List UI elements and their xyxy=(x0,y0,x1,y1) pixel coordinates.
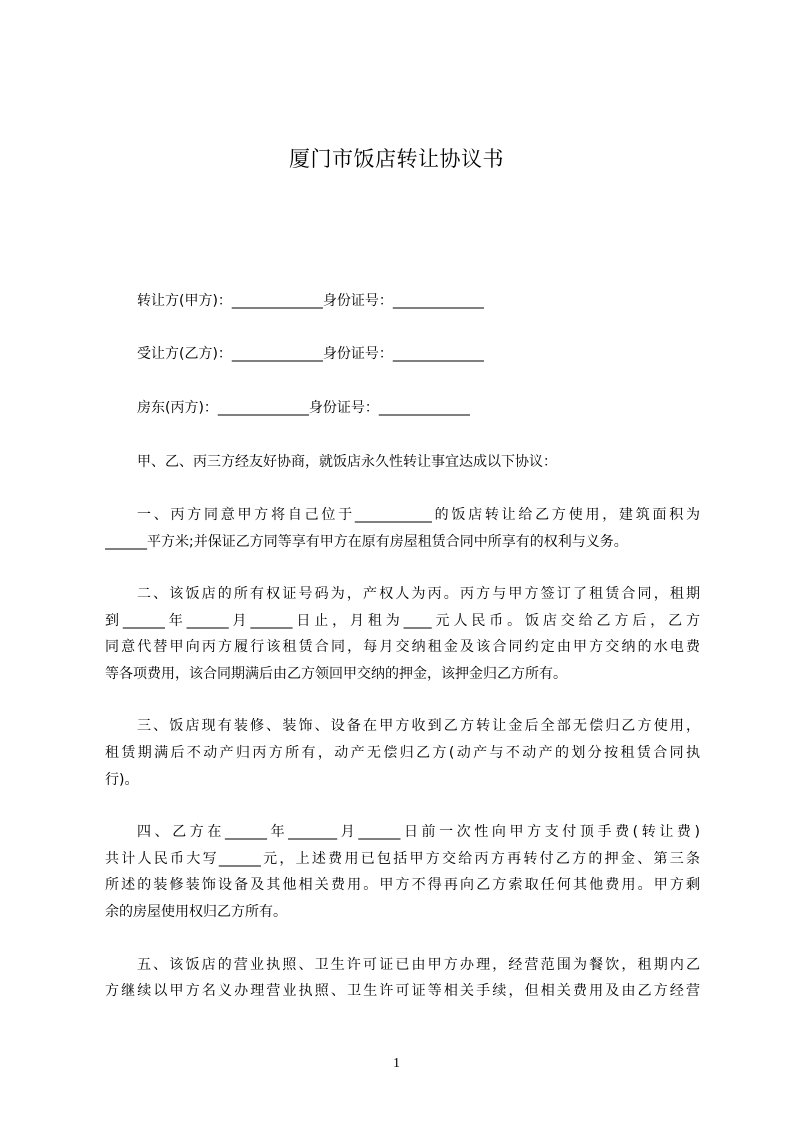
party-transferor-line: 转让方(甲方)：_____________身份证号：_____________ xyxy=(137,293,484,309)
page-number: 1 xyxy=(393,1056,400,1071)
clause5-line: 五、该饭店的营业执照、卫生许可证已由甲方办理，经营范围为餐饮，租期内乙 xyxy=(137,957,700,973)
party-landlord-line: 房东(丙方)：_____________身份证号：_____________ xyxy=(137,400,470,416)
clause2-line: 等各项费用，该合同期满后由乙方领回甲交纳的押金，该押金归乙方所有。 xyxy=(105,666,567,682)
clause3-line: 行)。 xyxy=(105,772,139,788)
clause2-line: 二、该饭店的所有权证号码为，产权人为丙。丙方与甲方签订了租赁合同，租期 xyxy=(137,586,700,602)
clause3-line: 三、饭店现有装修、装饰、设备在甲方收到乙方转让金后全部无偿归乙方使用， xyxy=(137,718,700,734)
clause3-line: 租赁期满后不动产归丙方所有，动产无偿归乙方(动产与不动产的划分按租赁合同执 xyxy=(105,745,700,761)
clause1-line: ______平方米;并保证乙方同等享有甲方在原有房屋租赁合同中所享有的权利与义务。 xyxy=(105,534,628,550)
clause4-line: 余的房屋使用权归乙方所有。 xyxy=(105,904,287,920)
clause2-line: 到______年______月______日止，月租为____元人民币。饭店交给乙方后，乙方 xyxy=(105,613,700,629)
document-title: 厦门市饭店转让协议书 xyxy=(289,147,504,171)
clause2-line: 同意代替甲向丙方履行该租赁合同，每月交纳租金及该合同约定由甲方交纳的水电费 xyxy=(105,639,700,655)
clause4-line: 四、乙方在______年_______月______日前一次性向甲方支付顶手费(转让费) xyxy=(137,824,700,840)
clause4-line: 共计人民币大写______元，上述费用已包括甲方交给丙方再转付乙方的押金、第三条 xyxy=(105,851,700,867)
clause4-line: 所述的装修装饰设备及其他相关费用。甲方不得再向乙方索取任何其他费用。甲方剩 xyxy=(105,877,700,893)
clause5-line: 方继续以甲方名义办理营业执照、卫生许可证等相关手续，但相关费用及由乙方经营 xyxy=(105,983,700,999)
clause1-line: 一、丙方同意甲方将自己位于___________的饭店转让给乙方使用，建筑面积为 xyxy=(137,507,700,523)
intro-paragraph: 甲、乙、丙三方经友好协商，就饭店永久性转让事宜达成以下协议： xyxy=(137,454,557,470)
party-transferee-line: 受让方(乙方)：_____________身份证号：_____________ xyxy=(137,346,484,362)
